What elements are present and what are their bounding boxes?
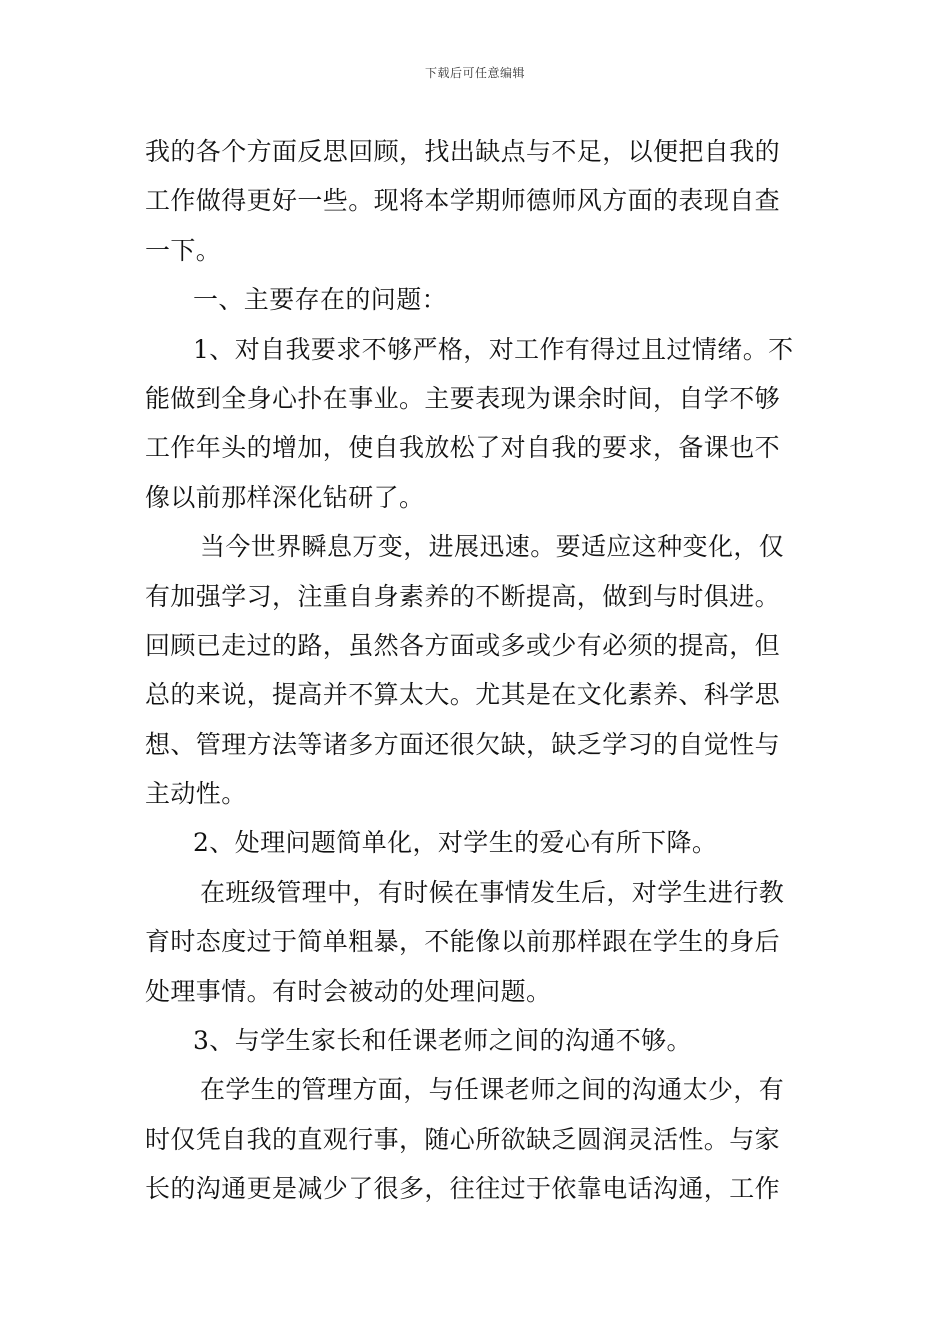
text-line: 长的沟通更是减少了很多，往往过于依靠电话沟通，工作 (145, 1174, 781, 1204)
text-line: 3、与学生家长和任课老师之间的沟通不够。 (193, 1026, 692, 1056)
text-line: 回顾已走过的路，虽然各方面或多或少有必须的提高，但 (145, 630, 781, 660)
text-line: 我的各个方面反思回顾，找出缺点与不足，以便把自我的 (145, 137, 781, 166)
text-line: 总的来说，提高并不算太大。尤其是在文化素养、科学思 (145, 680, 781, 710)
text-line: 能做到全身心扑在事业。主要表现为课余时间，自学不够 (145, 383, 781, 413)
text-line: 工作做得更好一些。现将本学期师德师风方面的表现自查 (145, 186, 781, 216)
text-line: 当今世界瞬息万变，进展迅速。要适应这种变化，仅 (200, 532, 785, 562)
text-line: 有加强学习，注重自身素养的不断提高，做到与时俱进。 (145, 581, 781, 611)
page-header: 下载后可任意编辑 (424, 66, 525, 80)
section-heading: 一、主要存在的问题： (193, 285, 448, 315)
text-line: 工作年头的增加，使自我放松了对自我的要求，备课也不 (145, 433, 781, 463)
text-line: 在学生的管理方面，与任课老师之间的沟通太少，有 (200, 1075, 785, 1105)
text-line: 像以前那样深化钻研了。 (145, 482, 425, 512)
text-line: 时仅凭自我的直观行事，随心所欲缺乏圆润灵活性。与家 (145, 1124, 781, 1154)
text-line: 想、管理方法等诸多方面还很欠缺，缺乏学习的自觉性与 (145, 729, 781, 759)
text-line: 一下。 (145, 235, 222, 265)
text-line: 2、处理问题简单化，对学生的爱心有所下降。 (193, 828, 718, 858)
text-line: 主动性。 (145, 779, 247, 809)
text-line: 处理事情。有时会被动的处理问题。 (145, 976, 552, 1006)
text-line: 1、对自我要求不够严格，对工作有得过且过情绪。不 (193, 334, 794, 364)
text-line: 育时态度过于简单粗暴，不能像以前那样跟在学生的身后 (145, 927, 781, 957)
document-body (145, 127, 809, 1214)
text-line: 在班级管理中，有时候在事情发生后，对学生进行教 (200, 877, 785, 907)
